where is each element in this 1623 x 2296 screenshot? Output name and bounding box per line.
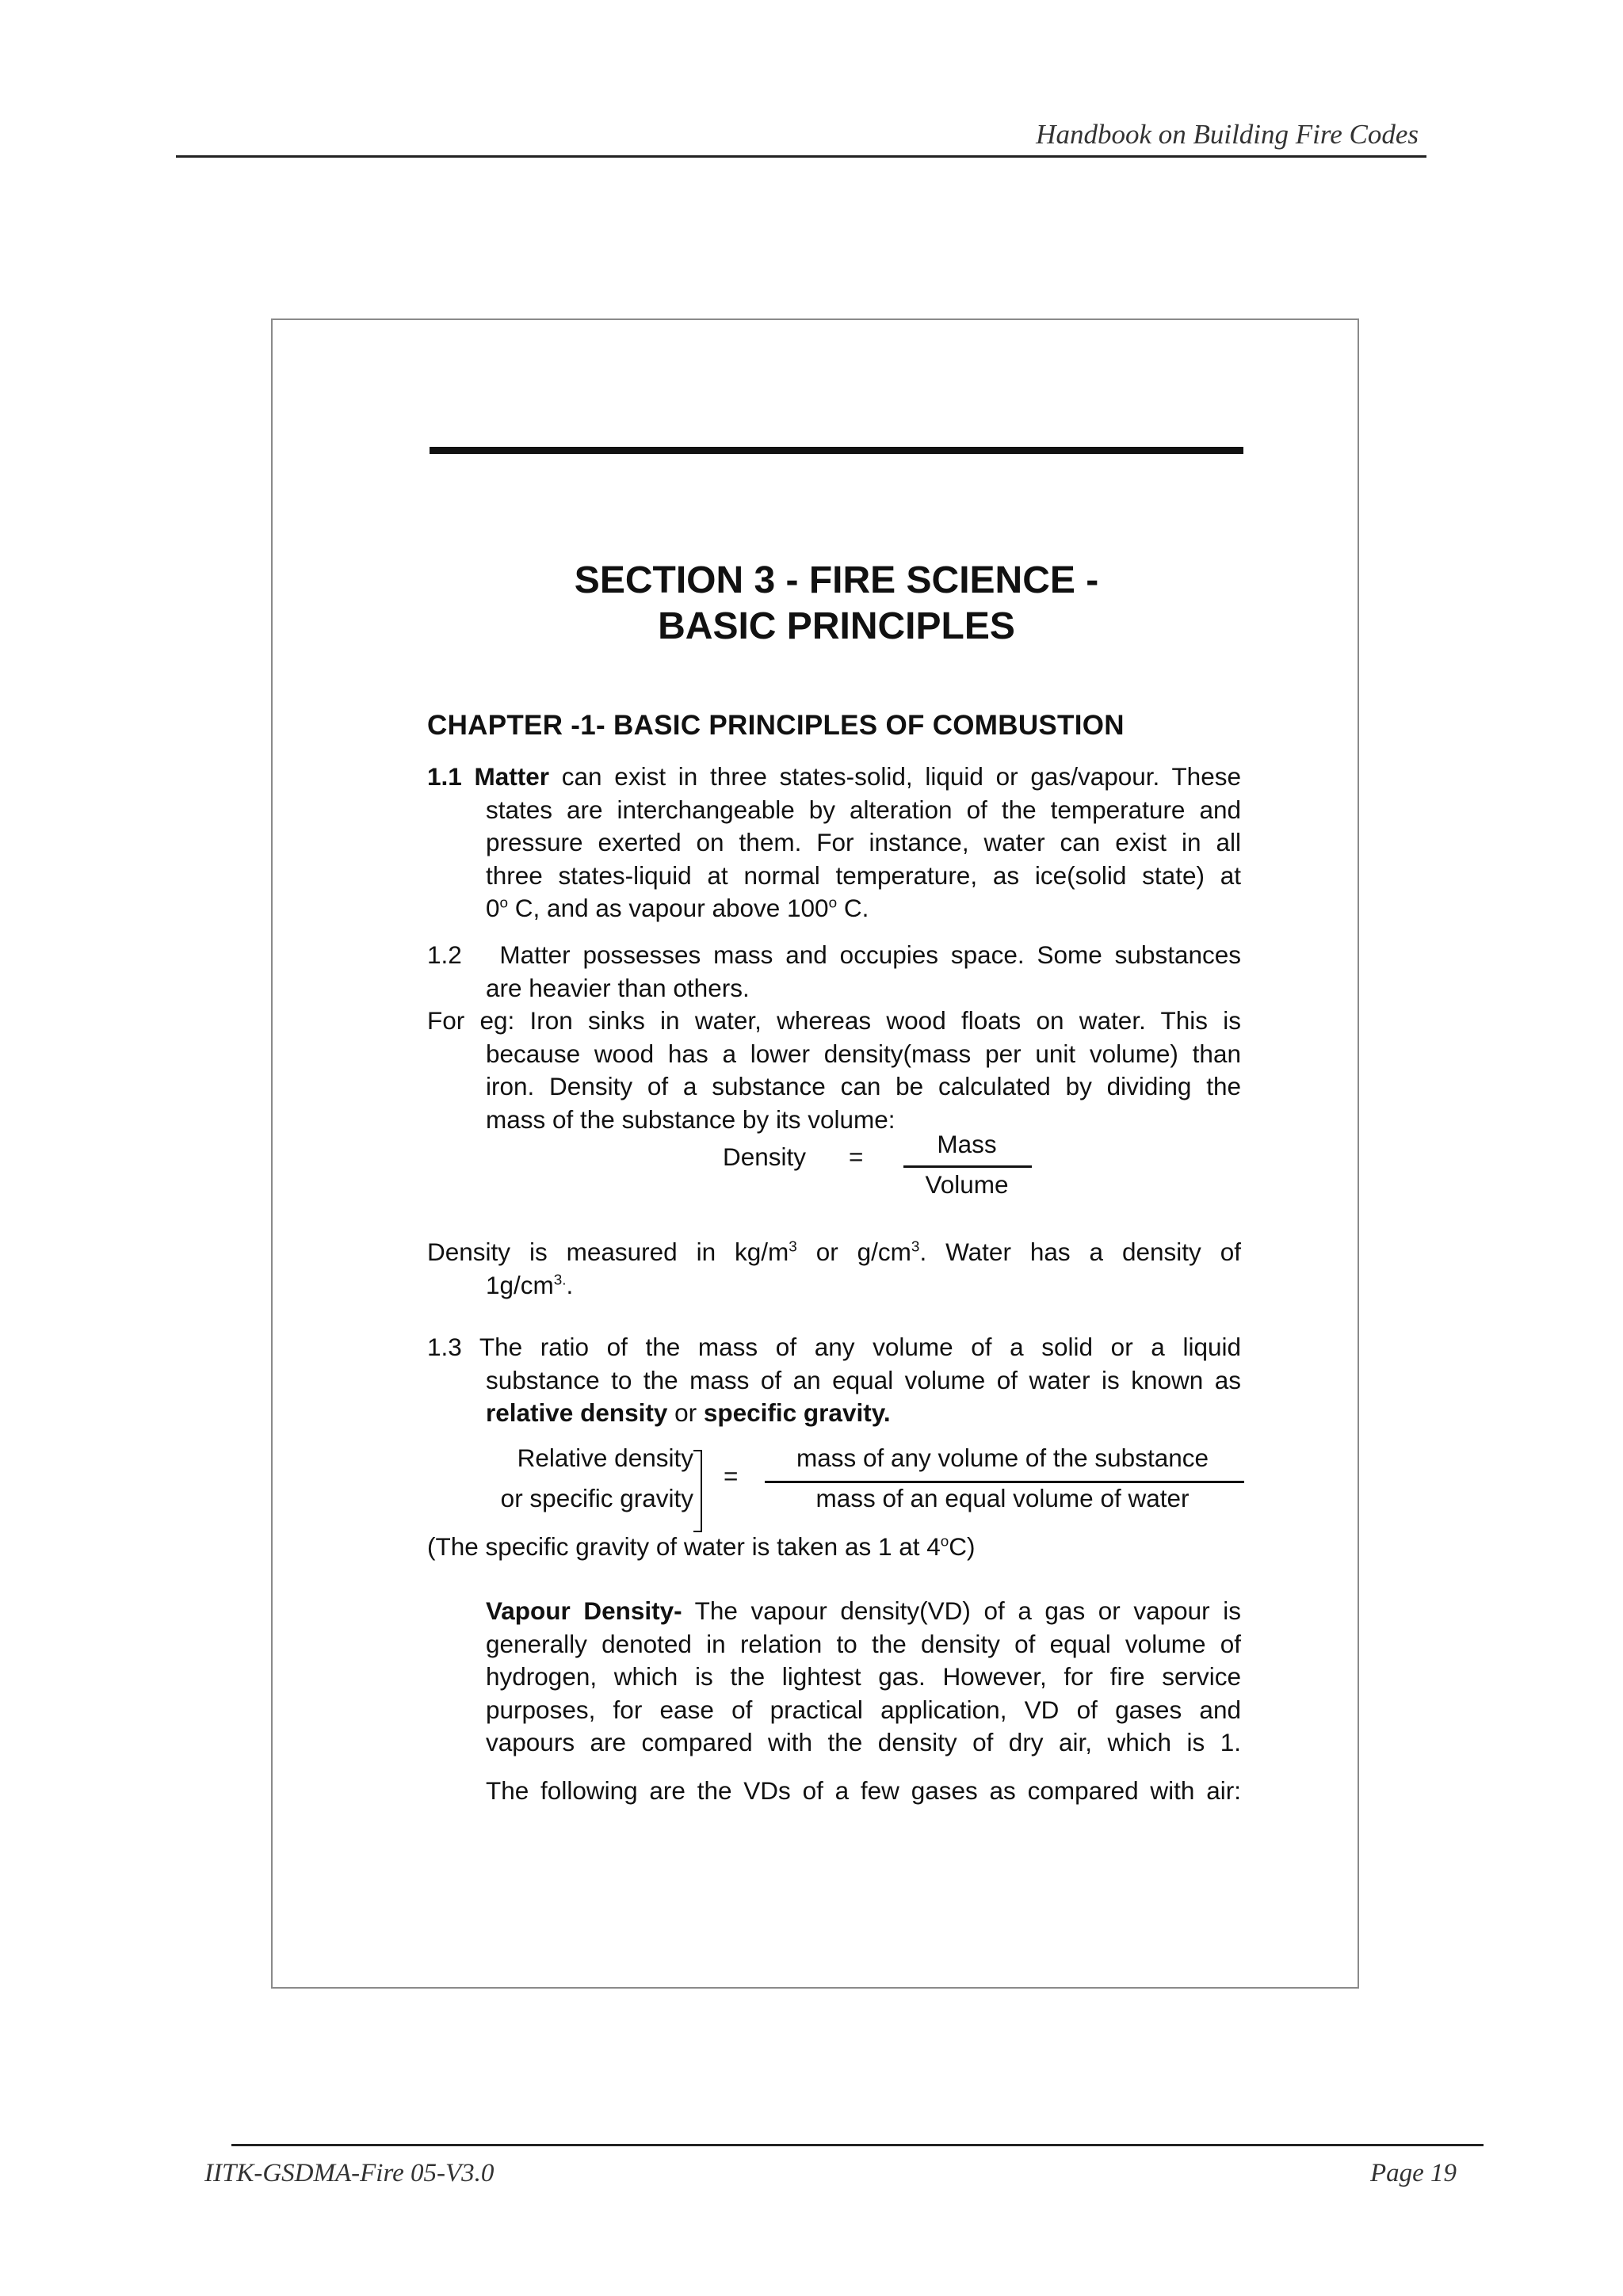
rd-numerator: mass of any volume of the substance (796, 1444, 1209, 1472)
density-lhs: Density (723, 1142, 807, 1171)
rd-equals: = (724, 1462, 739, 1490)
density-denominator: Volume (925, 1170, 1009, 1199)
paragraph-1-1 (427, 761, 1241, 925)
pvd-line-2: generally denoted in relation to the density of equal volume of (486, 1629, 1241, 1658)
p11-line-1: 1.1 Matter can exist in three states-solid, liquid or gas/vapour. These (427, 762, 1241, 791)
section-title (430, 558, 1243, 650)
footer-doc-id: IITK-GSDMA-Fire 05-V3.0 (204, 2159, 495, 2187)
p12-line-2: are heavier than others. (486, 973, 750, 1002)
rd-bracket (693, 1450, 702, 1532)
pvd-line-1: Vapour Density- The vapour density(VD) of a gas or vapour is (486, 1596, 1241, 1625)
density-fraction-bar (903, 1165, 1032, 1168)
density-numerator: Mass (937, 1130, 997, 1158)
density-equals: = (849, 1142, 864, 1171)
following-line: The following are the VDs of a few gases as compared with air: (486, 1776, 1241, 1805)
pvd-line-3: hydrogen, which is the lightest gas. However, for fire service (486, 1662, 1241, 1691)
paragraph-1-2 (427, 939, 1241, 1005)
p11-line-4: three states-liquid at normal temperature, as ice(solid state) at (486, 860, 1241, 890)
paragraph-sg-note (427, 1531, 1241, 1564)
running-header (176, 111, 1426, 158)
section-title-line-2: BASIC PRINCIPLES (658, 605, 1015, 647)
paragraph-1-3 (427, 1331, 1241, 1430)
section-title-line-1: SECTION 3 - FIRE SCIENCE - (574, 559, 1099, 601)
section-rule (430, 447, 1243, 454)
rd-denominator: mass of an equal volume of water (815, 1484, 1190, 1512)
peg-line-4: mass of the substance by its volume: (486, 1104, 896, 1134)
p11-line-3: pressure exerted on them. For instance, water can exist in all (486, 828, 1241, 856)
chapter-title: CHAPTER -1- BASIC PRINCIPLES OF COMBUSTION (427, 710, 1125, 741)
paragraph-density-units (427, 1236, 1241, 1302)
sg-note-line: (The specific gravity of water is taken as 1 at 4$^o$C) (427, 1532, 976, 1561)
paragraph-vapour-density (486, 1595, 1241, 1760)
rd-lhs-line-1: Relative density (517, 1444, 693, 1472)
pdu-line-1: Density is measured in $kg/m^3$ or $g/cm^3$. Water has a density of (427, 1238, 1241, 1266)
page-footer (204, 2144, 1484, 2187)
p13-line-2: substance to the mass of an equal volume of water is known as (486, 1365, 1241, 1394)
p11-line-2: states are interchangeable by alteration of the temperature and (486, 795, 1241, 824)
paragraph-eg (427, 1005, 1241, 1136)
rd-fraction-bar (765, 1481, 1244, 1483)
p11-line-5: 0$^o$ C, and as vapour above 100$^o$ C. (486, 894, 869, 922)
peg-line-1: For eg: Iron sinks in water, whereas wood floats on water. This is (427, 1006, 1241, 1035)
peg-line-2: because wood has a lower density(mass per unit volume) than (486, 1039, 1241, 1068)
p13-line-1: 1.3 The ratio of the mass of any volume of a solid or a liquid (427, 1333, 1241, 1361)
paragraph-following (486, 1775, 1241, 1808)
peg-line-3: iron. Density of a substance can be calculated by dividing the (486, 1072, 1241, 1100)
pvd-line-5: vapours are compared with the density of dry air, which is 1. (486, 1728, 1241, 1756)
pvd-line-4: purposes, for ease of practical application, VD of gases and (486, 1695, 1241, 1724)
running-title: Handbook on Building Fire Codes (1036, 119, 1419, 150)
p12-line-1: 1.2 Matter possesses mass and occupies space. Some substances (427, 940, 1241, 969)
footer-page-number: Page 19 (1369, 2159, 1457, 2187)
p13-line-3: relative density or specific gravity. (486, 1398, 891, 1427)
rd-lhs-line-2: or specific gravity (500, 1484, 693, 1512)
pdu-line-2: $1g/cm^{3.}$. (486, 1270, 574, 1299)
